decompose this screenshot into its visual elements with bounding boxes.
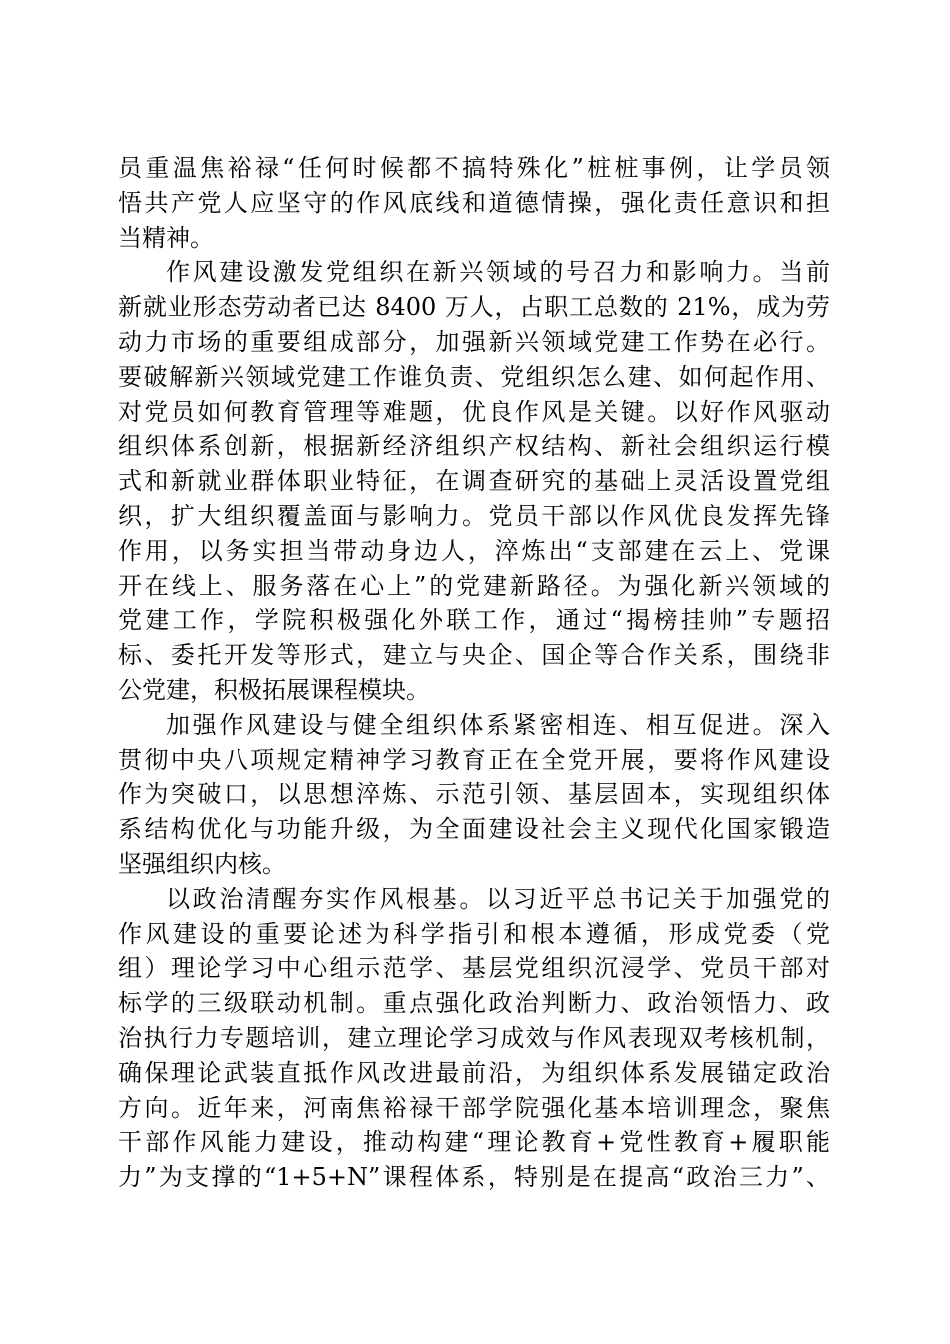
text-line: 方向。近年来，河南焦裕禄干部学院强化基本培训理念，聚焦 <box>118 1093 830 1122</box>
paragraph-p2 <box>118 255 830 707</box>
document-body <box>118 151 830 1195</box>
text-line: 标学的三级联动机制。重点强化政治判断力、政治领悟力、政 <box>118 989 830 1018</box>
text-line: 作用，以务实担当带动身边人，淬炼出“支部建在云上、党课 <box>118 536 830 565</box>
text-line: 对党员如何教育管理等难题，优良作风是关键。以好作风驱动 <box>118 397 830 426</box>
text-line: 作为突破口，以思想淬炼、示范引领、基层固本，实现组织体 <box>118 780 830 809</box>
text-line: 确保理论武装直抵作风改进最前沿，为组织体系发展锚定政治 <box>118 1058 830 1087</box>
text-line: 以政治清醒夯实作风根基。以习近平总书记关于加强党的 <box>166 884 830 913</box>
text-line: 当精神。 <box>118 223 214 252</box>
text-line: 开在线上、服务落在心上”的党建新路径。为强化新兴领域的 <box>118 571 830 600</box>
text-line: 织，扩大组织覆盖面与影响力。党员干部以作风优良发挥先锋 <box>118 501 830 530</box>
text-line: 标、委托开发等形式，建立与央企、国企等合作关系，围绕非 <box>118 641 830 670</box>
text-line: 作风建设激发党组织在新兴领域的号召力和影响力。当前 <box>166 258 830 287</box>
text-line: 加强作风建设与健全组织体系紧密相连、相互促进。深入 <box>166 710 830 739</box>
text-line: 组）理论学习中心组示范学、基层党组织沉浸学、党员干部对 <box>118 954 830 983</box>
text-line: 系结构优化与功能升级，为全面建设社会主义现代化国家锻造 <box>118 815 830 844</box>
text-line: 作风建设的重要论述为科学指引和根本遵循，形成党委（党 <box>118 919 830 948</box>
text-line: 公党建，积极拓展课程模块。 <box>118 675 430 704</box>
text-line: 悟共产党人应坚守的作风底线和道德情操，强化责任意识和担 <box>118 188 830 217</box>
text-line: 治执行力专题培训，建立理论学习成效与作风表现双考核机制， <box>118 1023 830 1052</box>
text-line: 动力市场的重要组成部分，加强新兴领域党建工作势在必行。 <box>118 327 830 356</box>
paragraph-p1 <box>118 151 830 255</box>
text-line: 要破解新兴领域党建工作谁负责、党组织怎么建、如何起作用、 <box>118 362 830 391</box>
paragraph-p3 <box>118 708 830 882</box>
text-line: 新就业形态劳动者已达 8400 万人，占职工总数的 21%，成为劳 <box>118 293 830 322</box>
text-line: 党建工作，学院积极强化外联工作，通过“揭榜挂帅”专题招 <box>118 606 830 635</box>
text-line: 员重温焦裕禄“任何时候都不搞特殊化”桩桩事例，让学员领 <box>118 154 830 182</box>
text-line: 干部作风能力建设，推动构建“理论教育+党性教育+履职能 <box>118 1128 830 1157</box>
paragraph-p4 <box>118 882 830 1195</box>
text-line: 力”为支撑的“1+5+N”课程体系，特别是在提高“政治三力”、 <box>118 1163 830 1192</box>
text-line: 坚强组织内核。 <box>118 849 286 878</box>
text-line: 组织体系创新，根据新经济组织产权结构、新社会组织运行模 <box>118 432 830 461</box>
text-line: 式和新就业群体职业特征，在调查研究的基础上灵活设置党组 <box>118 467 830 496</box>
text-line: 贯彻中央八项规定精神学习教育正在全党开展，要将作风建设 <box>118 745 830 774</box>
